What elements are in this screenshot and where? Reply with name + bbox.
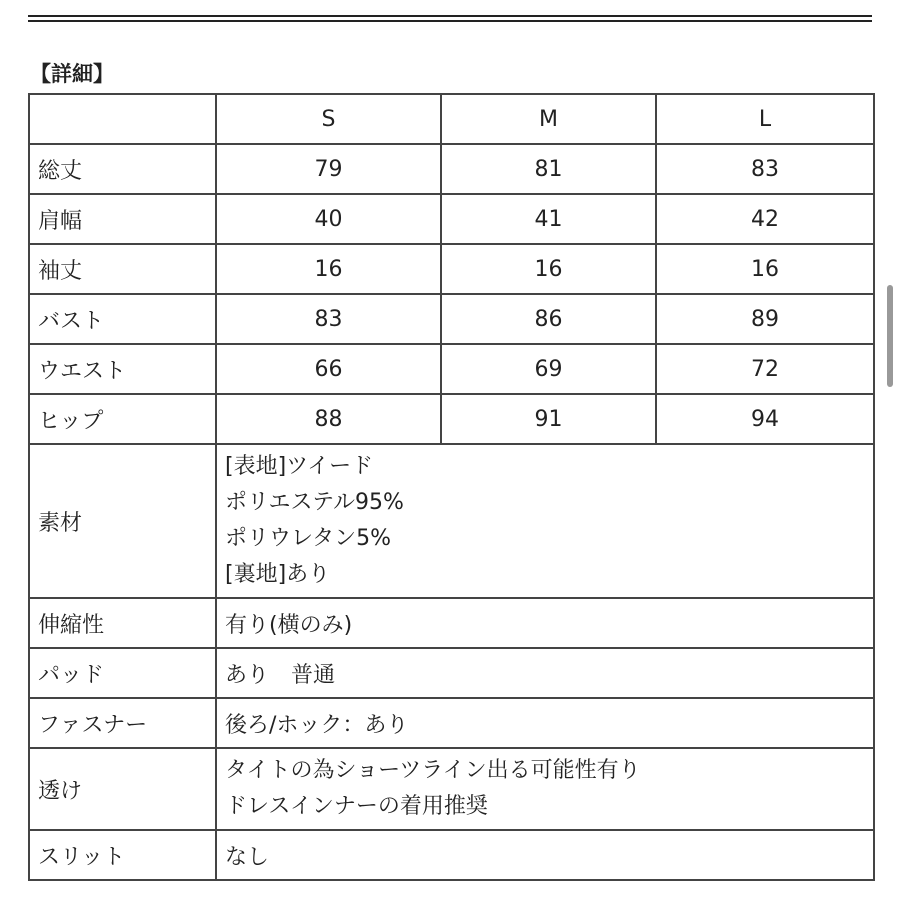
- detail-line: 後ろ/ホック：あり: [225, 712, 409, 738]
- detail-value: [216, 648, 874, 698]
- size-value: 41: [441, 194, 656, 244]
- detail-line: ポリエステル95%: [225, 490, 404, 515]
- table-row: [29, 144, 874, 194]
- size-value: 83: [216, 294, 441, 344]
- header-cell: [29, 94, 216, 144]
- table-row: [29, 344, 874, 394]
- detail-line: なし: [225, 844, 270, 870]
- detail-value: [216, 748, 874, 830]
- size-value: 94: [656, 394, 874, 444]
- detail-value: [216, 830, 874, 880]
- size-value: 42: [656, 194, 874, 244]
- detail-row: [29, 830, 874, 880]
- size-table: [28, 93, 875, 881]
- detail-value: [216, 444, 874, 598]
- detail-line: あり 普通: [225, 662, 336, 688]
- size-value: 40: [216, 194, 441, 244]
- size-value: 16: [441, 244, 656, 294]
- row-label: 伸縮性: [29, 598, 216, 648]
- row-label: 総丈: [29, 144, 216, 194]
- detail-row: [29, 648, 874, 698]
- size-value: 89: [656, 294, 874, 344]
- detail-line: 有り(横のみ): [225, 612, 353, 638]
- detail-row: [29, 598, 874, 648]
- size-value: 16: [216, 244, 441, 294]
- table-row: [29, 244, 874, 294]
- size-value: 83: [656, 144, 874, 194]
- row-label: バスト: [29, 294, 216, 344]
- section-title: 【詳細】: [30, 62, 114, 86]
- detail-row: [29, 444, 874, 598]
- row-label: ヒップ: [29, 394, 216, 444]
- size-value: 81: [441, 144, 656, 194]
- size-value: 16: [656, 244, 874, 294]
- table-row: [29, 294, 874, 344]
- row-label: ファスナー: [29, 698, 216, 748]
- row-label: 透け: [29, 748, 216, 830]
- detail-row: [29, 748, 874, 830]
- row-label: パッド: [29, 648, 216, 698]
- detail-line: [裏地]あり: [225, 562, 331, 587]
- detail-line: [表地]ツイード: [225, 454, 374, 479]
- header-cell: L: [656, 94, 874, 144]
- header-cell: M: [441, 94, 656, 144]
- table-row: [29, 194, 874, 244]
- size-value: 69: [441, 344, 656, 394]
- detail-line: ドレスインナーの着用推奨: [225, 794, 488, 819]
- size-value: 91: [441, 394, 656, 444]
- row-label: ウエスト: [29, 344, 216, 394]
- header-cell: S: [216, 94, 441, 144]
- size-value: 72: [656, 344, 874, 394]
- row-label: 肩幅: [29, 194, 216, 244]
- size-value: 79: [216, 144, 441, 194]
- size-value: 66: [216, 344, 441, 394]
- header-row: [29, 94, 874, 144]
- size-value: 88: [216, 394, 441, 444]
- size-value: 86: [441, 294, 656, 344]
- row-label: 素材: [29, 444, 216, 598]
- detail-line: ポリウレタン5%: [225, 526, 392, 551]
- row-label: スリット: [29, 830, 216, 880]
- scrollbar[interactable]: [887, 285, 893, 387]
- detail-row: [29, 698, 874, 748]
- row-label: 袖丈: [29, 244, 216, 294]
- detail-line: タイトの為ショーツライン出る可能性有り: [225, 758, 641, 783]
- table-row: [29, 394, 874, 444]
- detail-value: [216, 698, 874, 748]
- detail-value: [216, 598, 874, 648]
- divider-line: [28, 20, 872, 22]
- divider-line: [28, 15, 872, 17]
